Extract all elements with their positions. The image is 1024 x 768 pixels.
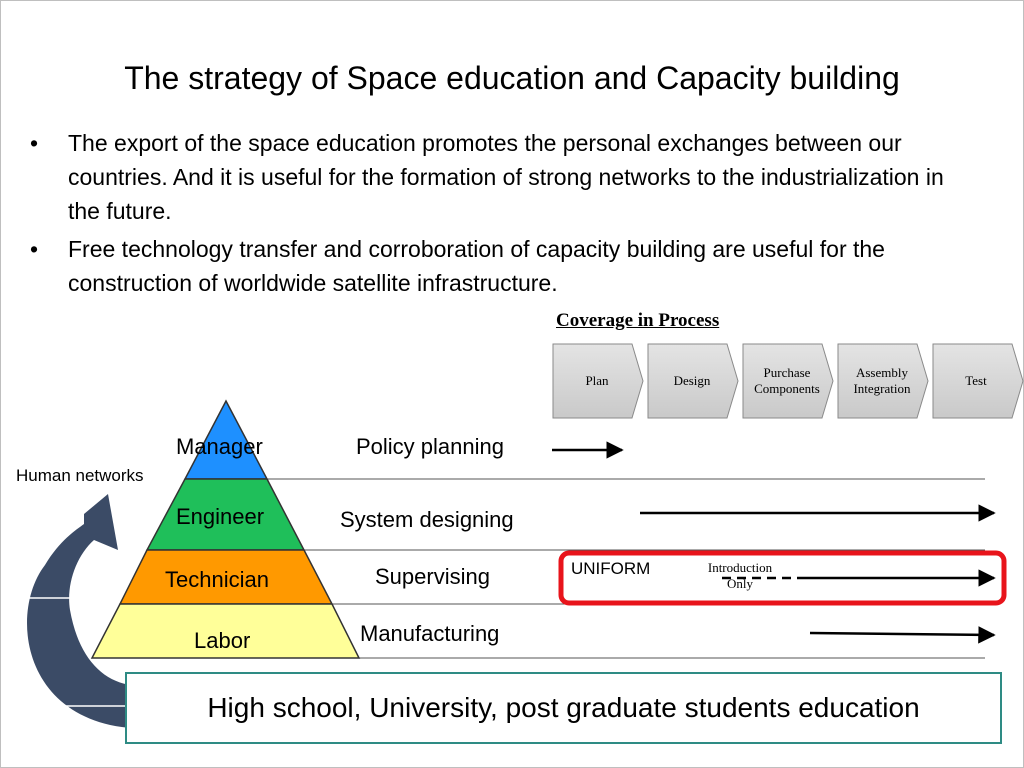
- pyramid-label-labor: Labor: [194, 628, 251, 653]
- coverage-title: Coverage in Process: [556, 310, 720, 331]
- pyramid-label-manager: Manager: [176, 434, 263, 459]
- coverage-arrow-manufacturing: [810, 633, 994, 635]
- slide-title: The strategy of Space education and Capacity building: [124, 60, 900, 96]
- loop-arrow-icon: [27, 494, 130, 728]
- pyramid-label-technician: Technician: [165, 567, 269, 592]
- step-label-purchase-components: Purchase Components: [754, 365, 820, 396]
- human-networks-label: Human networks: [16, 466, 144, 485]
- role-label-manufacturing: Manufacturing: [360, 621, 500, 646]
- bullet-item: • The export of the space education promotes the personal exchanges between our countries. And it is useful for the formation of strong networks to the industrialization in the future.: [30, 126, 970, 228]
- step-label-assembly-integration: Assembly Integration: [853, 365, 911, 396]
- role-label-system-designing: System designing: [340, 507, 514, 532]
- step-label-plan: Plan: [585, 373, 609, 388]
- education-box-text: High school, University, post graduate students education: [207, 692, 920, 723]
- pyramid-label-engineer: Engineer: [176, 504, 265, 529]
- education-box: [125, 672, 1002, 744]
- role-label-policy-planning: Policy planning: [356, 434, 504, 459]
- role-label-supervising: Supervising: [375, 564, 490, 589]
- bullet-item: • Free technology transfer and corroboration of capacity building are useful for the construction of worldwide satellite infrastructure.: [30, 232, 970, 300]
- step-label-design: Design: [673, 373, 711, 388]
- step-label-test: Test: [965, 373, 987, 388]
- introduction-only-label: Introduction Only: [707, 560, 773, 591]
- uniform-label: UNIFORM: [571, 559, 651, 578]
